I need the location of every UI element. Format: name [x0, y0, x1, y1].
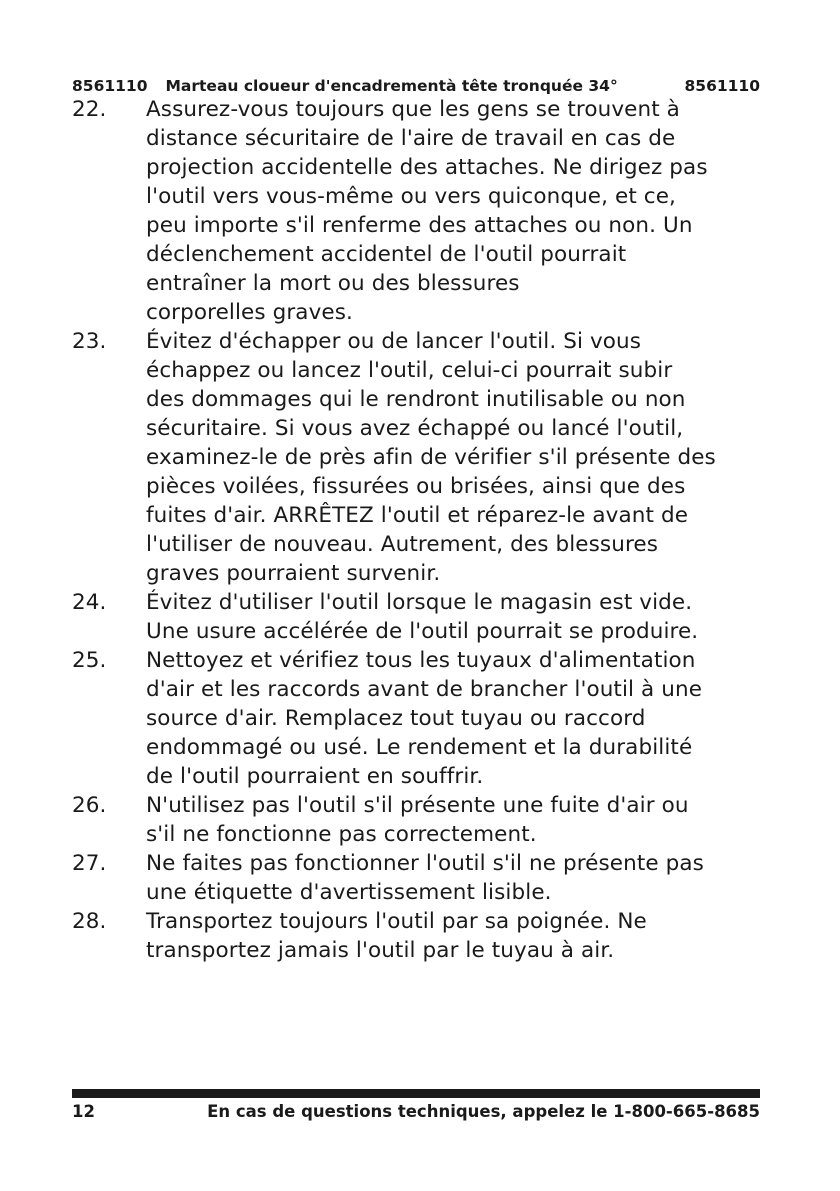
list-item: [72, 849, 772, 907]
list-item: [72, 588, 772, 646]
footer-help-text: En cas de questions techniques, appelez le 1-800-665-8685: [207, 1102, 760, 1121]
header-model-number-left: 8561110: [72, 77, 148, 95]
item-number: 22.: [72, 97, 107, 122]
page-footer: [72, 1101, 760, 1123]
safety-instructions-list: [72, 95, 772, 965]
footer-divider: [72, 1089, 760, 1098]
item-number: 26.: [72, 793, 107, 818]
page-header: [72, 76, 760, 96]
item-number: 24.: [72, 590, 107, 615]
item-text: N'utilisez pas l'outil s'il présente une fuite d'air ou s'il ne fonctionne pas correctement.: [146, 793, 689, 847]
list-item: [72, 95, 772, 327]
item-text: Assurez-vous toujours que les gens se trouvent à distance sécuritaire de l'aire de travail en cas de projection accidentelle des attaches. Ne dirigez pas l'outil vers vous-même ou vers quiconque, et ce, peu importe s'il renferme des attaches ou non. Un déclenchement accidentel de l'outil pourrait entraîner la mort ou des blessures corporelles graves.: [146, 97, 708, 325]
list-item: [72, 646, 772, 791]
list-item: [72, 907, 772, 965]
item-text: Évitez d'échapper ou de lancer l'outil. Si vous échappez ou lancez l'outil, celui-ci pourrait subir des dommages qui le rendront inutilisable ou non sécuritaire. Si vous avez échappé ou lancé l'outil, examinez-le de près afin de vérifier s'il présente des pièces voilées, fissurées ou brisées, ainsi que des fuites d'air. ARRÊTEZ l'outil et réparez-le avant de l'utiliser de nouveau. Autrement, des blessures graves pourraient survenir.: [146, 329, 716, 586]
header-product-title: Marteau cloueur d'encadrementà tête tronquée 34°: [165, 77, 618, 95]
item-text: Nettoyez et vérifiez tous les tuyaux d'alimentation d'air et les raccords avant de brancher l'outil à une source d'air. Remplacez tout tuyau ou raccord endommagé ou usé. Le rendement et la durabilité de l'outil pourraient en souffrir.: [146, 648, 703, 789]
item-number: 27.: [72, 851, 107, 876]
item-text: Évitez d'utiliser l'outil lorsque le magasin est vide. Une usure accélérée de l'outil pourrait se produire.: [146, 590, 699, 644]
list-item: [72, 791, 772, 849]
item-number: 23.: [72, 329, 107, 354]
item-text: Transportez toujours l'outil par sa poignée. Ne transportez jamais l'outil par le tuyau à air.: [146, 909, 647, 963]
list-item: [72, 327, 772, 588]
item-text: Ne faites pas fonctionner l'outil s'il ne présente pas une étiquette d'avertissement lisible.: [146, 851, 704, 905]
page-number: 12: [72, 1102, 95, 1121]
header-model-number-right: 8561110: [684, 77, 760, 95]
item-number: 28.: [72, 909, 107, 934]
item-number: 25.: [72, 648, 107, 673]
